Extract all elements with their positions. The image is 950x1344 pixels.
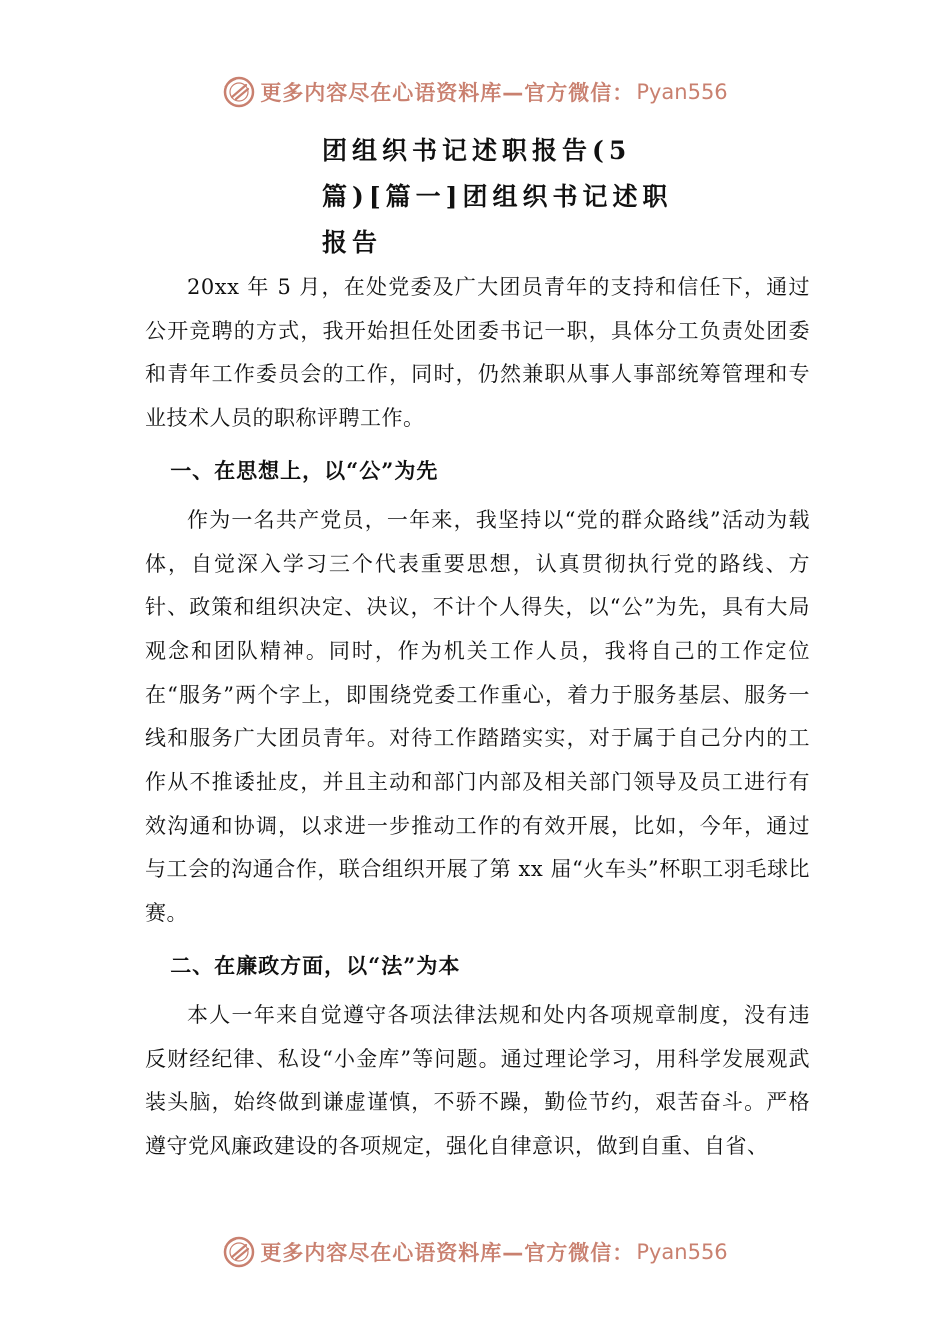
watermark-text: 更多内容尽在心语资料库—官方微信： bbox=[260, 81, 635, 105]
section-paragraph-2: 本人一年来自觉遵守各项法律法规和处内各项规章制度，没有违反财经纪律、私设“小金库”等问题。通过理论学习，用科学发展观武装头脑，始终做到谦虚谨慎，不骄不躁，勤俭节约，艰苦奋斗。严格遵守党风廉政建设的各项规定，强化自律意识，做到自重、自省、 bbox=[145, 1002, 810, 1158]
header-watermark-banner bbox=[0, 72, 950, 112]
section-heading-2: 二、在廉政方面，以“法”为本 bbox=[170, 952, 461, 978]
section-paragraph-1: 作为一名共产党员，一年来，我坚持以“党的群众路线”活动为载体，自觉深入学习三个代表重要思想，认真贯彻执行党的路线、方针、政策和组织决定、决议，不计个人得失，以“公”为先，具有大局观念和团队精神。同时，作为机关工作人员，我将自己的工作定位在“服务”两个字上，即围绕党委工作重心，着力于服务基层、服务一线和服务广大团员青年。对待工作踏踏实实，对于属于自己分内的工作从不推诿扯皮，并且主动和部门内部及相关部门领导及员工进行有效沟通和协调，以求进一步推动工作的有效开展，比如，今年，通过与工会的沟通合作，联合组织开展了第 xx 届“火车头”杯职工羽毛球比赛。 bbox=[145, 507, 810, 926]
watermark-wechat-id: Pyan556 bbox=[636, 1240, 728, 1264]
title-line-3: 报告 bbox=[322, 228, 383, 257]
section-heading-1: 一、在思想上，以“公”为先 bbox=[170, 457, 439, 483]
seal-logo-icon bbox=[222, 1235, 256, 1269]
seal-logo-icon bbox=[222, 75, 256, 109]
title-line-1: 团组织书记述职报告(5 bbox=[322, 136, 632, 165]
document-body bbox=[145, 266, 810, 1169]
intro-paragraph: 20xx 年 5 月，在处党委及广大团员青年的支持和信任下，通过公开竞聘的方式，我开始担任处团委书记一职，具体分工负责处团委和青年工作委员会的工作，同时，仍然兼职从事人事部统筹管理和专业技术人员的职称评聘工作。 bbox=[145, 275, 810, 431]
footer-watermark-banner bbox=[0, 1232, 950, 1272]
watermark-text: 更多内容尽在心语资料库—官方微信： bbox=[260, 1241, 635, 1265]
watermark-wechat-id: Pyan556 bbox=[636, 80, 728, 104]
document-title bbox=[322, 128, 673, 266]
title-line-2: 篇)[篇一]团组织书记述职 bbox=[322, 182, 673, 211]
